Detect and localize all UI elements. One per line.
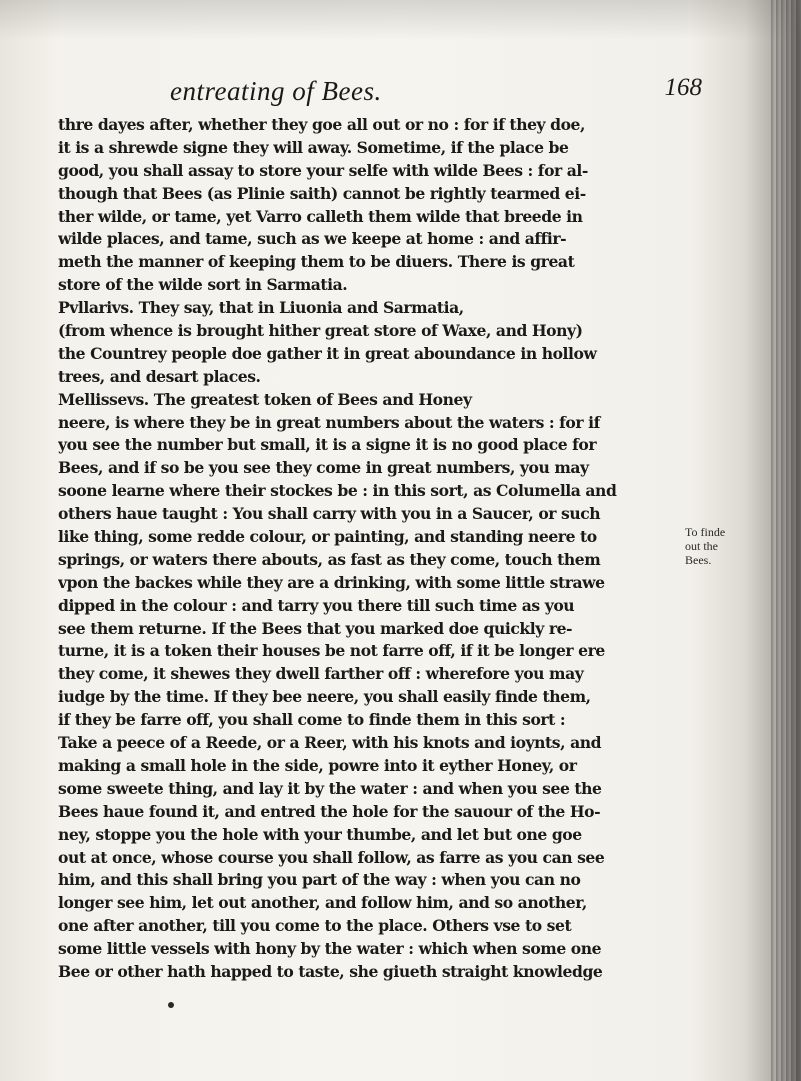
ink-spot: [168, 1002, 174, 1008]
text-line: (from whence is brought hither great store of Waxe, and Hony): [58, 321, 583, 341]
text-line: the Countrey people doe gather it in great aboundance in hollow: [58, 343, 597, 363]
text-line: Bee or other hath happed to taste, she giueth straight knowledge: [58, 961, 603, 981]
text-line: Take a peece of a Reede, or a Reer, with his knots and ioynts, and: [58, 733, 602, 753]
text-line: if they be farre off, you shall come to finde them in this sort :: [58, 710, 566, 730]
text-line: soone learne where their stockes be : in this sort, as Columella and: [58, 481, 617, 501]
text-line: Bees, and if so be you see they come in great numbers, you may: [58, 458, 589, 478]
text-line: longer see him, let out another, and follow him, and so another,: [58, 893, 587, 913]
text-line: Mellissevs. The greatest token of Bees and Honey: [58, 389, 472, 409]
text-line: wilde places, and tame, such as we keepe at home : and affir-: [58, 229, 567, 249]
text-line: others haue taught : You shall carry with you in a Saucer, or such: [58, 504, 601, 524]
text-line: Pvllarivs. They say, that in Liuonia and Sarmatia,: [58, 298, 464, 318]
page-shadow: [0, 0, 801, 40]
text-line: it is a shrewde signe they will away. Sometime, if the place be: [58, 137, 569, 157]
text-line: turne, it is a token their houses be not farre off, if it be longer ere: [58, 641, 605, 661]
text-line: neere, is where they be in great numbers about the waters : for if: [58, 412, 600, 432]
margin-note: [685, 525, 735, 567]
text-line: store of the wilde sort in Sarmatia.: [58, 275, 348, 295]
text-line: thre dayes after, whether they goe all out or no : for if they doe,: [58, 115, 585, 134]
text-line: Bees haue found it, and entred the hole for the sauour of the Ho-: [58, 801, 601, 821]
text-line: springs, or waters there abouts, as fast as they come, touch them: [58, 549, 601, 569]
text-line: see them returne. If the Bees that you marked doe quickly re-: [58, 618, 573, 638]
text-line: trees, and desart places.: [58, 366, 261, 386]
page-header: [58, 60, 702, 106]
text-line: out at once, whose course you shall follow, as farre as you can see: [58, 847, 605, 867]
text-line: good, you shall assay to store your selfe with wilde Bees : for al-: [58, 160, 588, 180]
page-number: 168: [664, 74, 702, 101]
text-line: one after another, till you come to the place. Others vse to set: [58, 916, 572, 936]
text-line: meth the manner of keeping them to be diuers. There is great: [58, 252, 575, 272]
text-line: they come, it shewes they dwell farther off : wherefore you may: [58, 664, 584, 684]
text-line: you see the number but small, it is a signe it is no good place for: [58, 435, 597, 455]
body-text: [58, 114, 686, 984]
book-page: [58, 60, 702, 1060]
running-head: entreating of Bees.: [170, 76, 382, 106]
text-line: though that Bees (as Plinie saith) cannot be rightly tearmed ei-: [58, 183, 586, 203]
text-line: making a small hole in the side, powre into it eyther Honey, or: [58, 755, 577, 775]
text-line: some sweete thing, and lay it by the water : and when you see the: [58, 778, 602, 798]
text-line: ney, stoppe you the hole with your thumbe, and let but one goe: [58, 824, 582, 844]
text-line: like thing, some redde colour, or painting, and standing neere to: [58, 527, 597, 547]
text-line: iudge by the time. If they bee neere, you shall easily finde them,: [58, 687, 591, 707]
text-line: vpon the backes while they are a drinking, with some little strawe: [58, 572, 605, 592]
page-edge: [771, 0, 801, 1081]
margin-note-line: To finde: [685, 525, 726, 539]
text-line: ther wilde, or tame, yet Varro calleth them wilde that breede in: [58, 206, 583, 226]
text-line: dipped in the colour : and tarry you there till such time as you: [58, 595, 575, 615]
margin-note-line: out the: [685, 539, 718, 553]
text-line: him, and this shall bring you part of the way : when you can no: [58, 870, 581, 890]
text-line: some little vessels with hony by the water : which when some one: [58, 939, 602, 959]
margin-note-line: Bees.: [685, 553, 712, 567]
